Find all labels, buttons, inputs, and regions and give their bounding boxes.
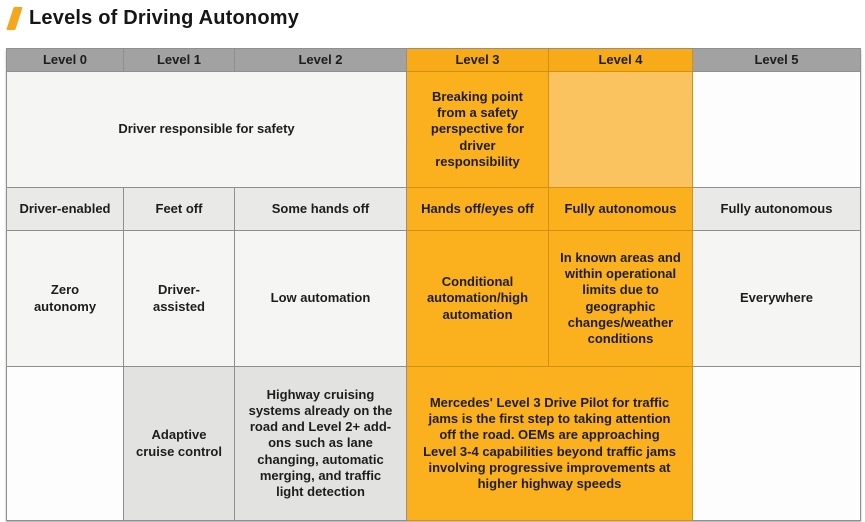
cell-scope-level-0: Zero autonomy <box>7 231 124 367</box>
cell-example-level-1: Adaptive cruise control <box>124 367 235 521</box>
scope-row <box>7 231 861 367</box>
cell-scope-level-5: Everywhere <box>693 231 861 367</box>
header-level-2: Level 2 <box>235 49 407 72</box>
cell-breaking-point: Breaking point from a safety perspective for driver responsibility <box>407 72 549 188</box>
cell-example-level-0-empty <box>7 367 124 521</box>
cell-driver-responsible: Driver responsible for safety <box>7 72 407 188</box>
cell-capability-level-4: Fully autonomous <box>549 188 693 231</box>
header-level-3: Level 3 <box>407 49 549 72</box>
page-title-row <box>10 7 299 30</box>
safety-row <box>7 72 861 188</box>
cell-scope-level-3: Conditional automation/high automation <box>407 231 549 367</box>
cell-scope-level-4: In known areas and within operational limits due to geographic changes/weather conditions <box>549 231 693 367</box>
header-level-0: Level 0 <box>7 49 124 72</box>
examples-row <box>7 367 861 521</box>
header-row <box>7 49 861 72</box>
cell-level4-safety-empty <box>549 72 693 188</box>
cell-example-level-2: Highway cruising systems already on the road and Level 2+ add-ons such as lane changing, automatic merging, and traffic light detection <box>235 367 407 521</box>
header-level-1: Level 1 <box>124 49 235 72</box>
header-level-4: Level 4 <box>549 49 693 72</box>
cell-capability-level-1: Feet off <box>124 188 235 231</box>
capability-row <box>7 188 861 231</box>
cell-example-level-5-empty <box>693 367 861 521</box>
header-level-5: Level 5 <box>693 49 861 72</box>
cell-scope-level-2: Low automation <box>235 231 407 367</box>
cell-example-levels-3-4: Mercedes' Level 3 Drive Pilot for traffic jams is the first step to taking attention off the road. OEMs are approaching Level 3-4 capabilities beyond traffic jams involving progressive improvements at higher highway speeds <box>407 367 693 521</box>
cell-capability-level-2: Some hands off <box>235 188 407 231</box>
cell-level5-safety-empty <box>693 72 861 188</box>
cell-capability-level-5: Fully autonomous <box>693 188 861 231</box>
cell-capability-level-3: Hands off/eyes off <box>407 188 549 231</box>
page-title: Levels of Driving Autonomy <box>29 7 300 29</box>
autonomy-table <box>6 48 861 521</box>
cell-capability-level-0: Driver-enabled <box>7 188 124 231</box>
title-slash-icon <box>6 7 22 30</box>
cell-scope-level-1: Driver-assisted <box>124 231 235 367</box>
